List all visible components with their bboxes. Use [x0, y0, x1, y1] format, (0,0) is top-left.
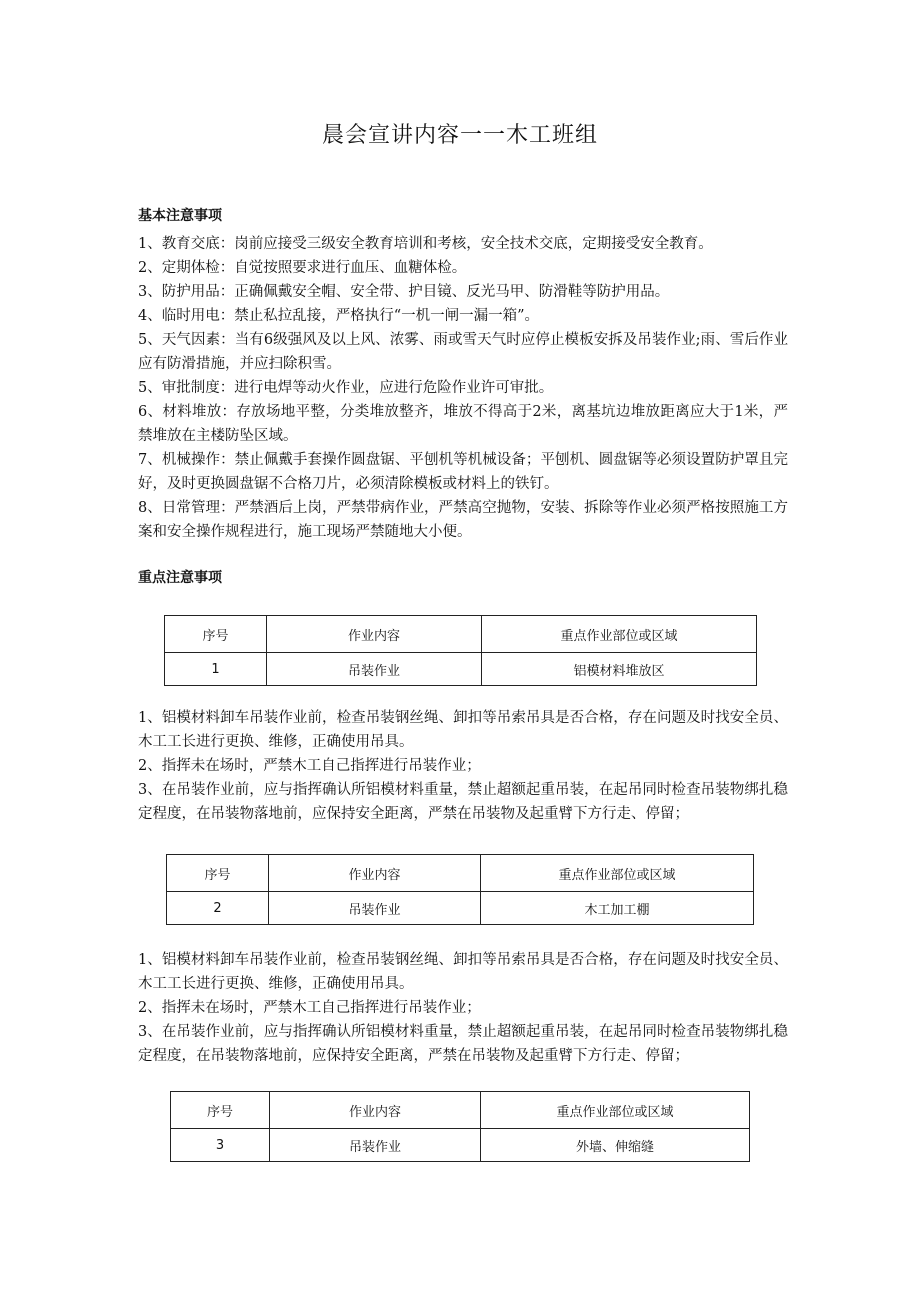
key-item: 3、在吊装作业前，应与指挥确认所铝模材料重量，禁止超额起重吊装，在起吊同时检查吊装物绑扎稳定程度，在吊装物落地前，应保持安全距离，严禁在吊装物及起重臂下方行走、停留；	[138, 782, 788, 822]
key-table-2	[166, 854, 754, 925]
table-header-row	[171, 1092, 750, 1129]
table-header-row	[165, 616, 757, 653]
header-cell-area: 重点作业部位或区域	[481, 1092, 750, 1129]
basic-item: 8、日常管理：严禁酒后上岗，严禁带病作业，严禁高空抛物，安装、拆除等作业必须严格按照施工方案和安全操作规程进行，施工现场严禁随地大小便。	[138, 500, 788, 540]
table-header-row	[167, 855, 754, 892]
cell-area: 外墙、伸缩缝	[481, 1129, 750, 1162]
table-row	[167, 892, 754, 925]
header-cell-index: 序号	[171, 1092, 270, 1129]
cell-index: 3	[171, 1129, 270, 1162]
table-row	[171, 1129, 750, 1162]
page-title: 晨会宣讲内容一一木工班组	[321, 123, 598, 148]
header-cell-task: 作业内容	[267, 616, 482, 653]
basic-item: 2、定期体检：自觉按照要求进行血压、血糖体检。	[138, 260, 467, 276]
section-heading-basic: 基本注意事项	[138, 208, 222, 224]
cell-task: 吊装作业	[270, 1129, 481, 1162]
basic-item: 7、机械操作：禁止佩戴手套操作圆盘锯、平刨机等机械设备；平刨机、圆盘锯等必须设置防护罩且完好，及时更换圆盘锯不合格刀片，必须清除模板或材料上的铁钉。	[138, 452, 788, 492]
key-item: 1、铝模材料卸车吊装作业前，检查吊装钢丝绳、卸扣等吊索吊具是否合格，存在问题及时找安全员、木工工长进行更换、维修，正确使用吊具。	[138, 710, 788, 750]
cell-area: 木工加工棚	[481, 892, 754, 925]
basic-section	[138, 206, 788, 544]
basic-item: 3、防护用品：正确佩戴安全帽、安全带、护目镜、反光马甲、防滑鞋等防护用品。	[138, 284, 670, 300]
key-item: 2、指挥未在场时，严禁木工自己指挥进行吊装作业；	[138, 758, 481, 774]
header-cell-area: 重点作业部位或区域	[481, 855, 754, 892]
basic-item: 1、教育交底：岗前应接受三级安全教育培训和考核，安全技术交底，定期接受安全教育。	[138, 236, 713, 252]
key-item: 3、在吊装作业前，应与指挥确认所铝模材料重量，禁止超额起重吊装，在起吊同时检查吊装物绑扎稳定程度，在吊装物落地前，应保持安全距离，严禁在吊装物及起重臂下方行走、停留；	[138, 1024, 788, 1064]
table-row	[165, 653, 757, 686]
key-section	[138, 568, 788, 588]
key-section-1-items	[138, 706, 788, 826]
key-table-3	[170, 1091, 750, 1162]
basic-item: 5、审批制度：进行电焊等动火作业，应进行危险作业许可审批。	[138, 380, 554, 396]
cell-area: 铝模材料堆放区	[482, 653, 757, 686]
cell-index: 1	[165, 653, 267, 686]
cell-index: 2	[167, 892, 269, 925]
cell-task: 吊装作业	[267, 653, 482, 686]
key-item: 1、铝模材料卸车吊装作业前，检查吊装钢丝绳、卸扣等吊索吊具是否合格，存在问题及时找安全员、木工工长进行更换、维修，正确使用吊具。	[138, 952, 788, 992]
header-cell-task: 作业内容	[270, 1092, 481, 1129]
header-cell-index: 序号	[167, 855, 269, 892]
basic-item: 6、材料堆放：存放场地平整，分类堆放整齐，堆放不得高于2米，离基坑边堆放距离应大于1米，严禁堆放在主楼防坠区域。	[138, 404, 788, 444]
key-item: 2、指挥未在场时，严禁木工自己指挥进行吊装作业；	[138, 1000, 481, 1016]
header-cell-area: 重点作业部位或区域	[482, 616, 757, 653]
basic-item: 5、天气因素：当有6级强风及以上风、浓雾、雨或雪天气时应停止模板安拆及吊装作业;雨、雪后作业应有防滑措施，并应扫除积雪。	[138, 332, 788, 372]
key-section-2-items	[138, 948, 788, 1068]
header-cell-task: 作业内容	[269, 855, 481, 892]
basic-item: 4、临时用电：禁止私拉乱接，严格执行“一机一闸一漏一箱”。	[138, 308, 540, 324]
key-table-1	[164, 615, 757, 686]
cell-task: 吊装作业	[269, 892, 481, 925]
header-cell-index: 序号	[165, 616, 267, 653]
section-heading-key: 重点注意事项	[138, 570, 222, 586]
